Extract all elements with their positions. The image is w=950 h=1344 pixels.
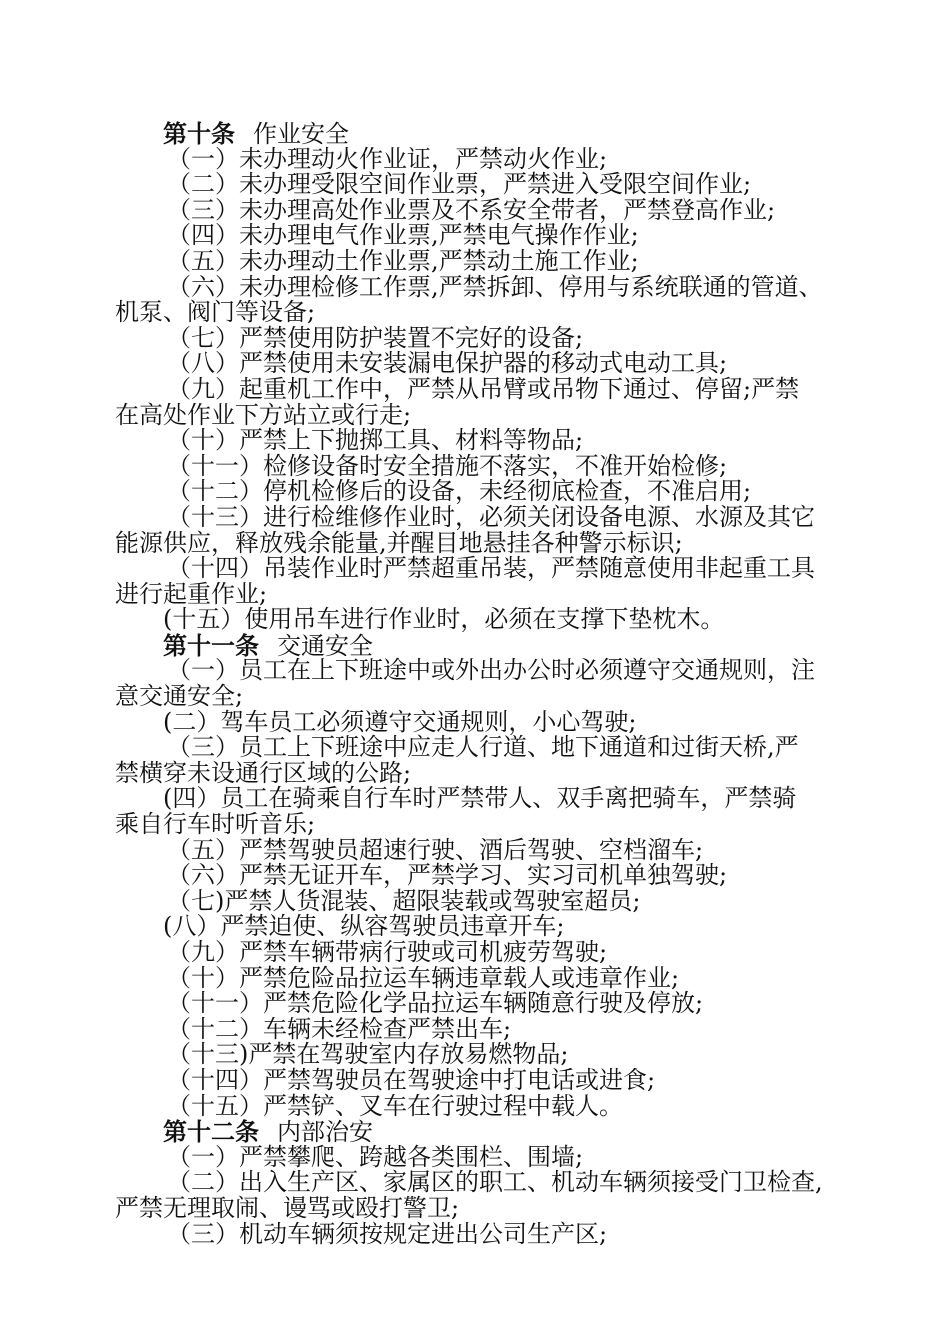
clause-line: （一）员工在上下班途中或外出办公时必须遵守交通规则，注 [167, 656, 815, 685]
clause-line: （十四）严禁驾驶员在驾驶途中打电话或进食; [167, 1065, 656, 1094]
clause-line: （九）起重机工作中，严禁从吊臂或吊物下通过、停留;严禁 [167, 374, 800, 403]
clause-line: （十三）进行检维修作业时，必须关闭设备电源、水源及其它 [167, 502, 815, 531]
clause-continuation: 能源供应，释放残余能量,并醒目地悬挂各种警示标识; [115, 528, 683, 557]
clause-line: （五）未办理动土作业票,严禁动土施工作业; [167, 246, 639, 275]
clause-line: （十二）车辆未经检查严禁出车; [167, 1014, 512, 1043]
clause-continuation: 意交通安全; [115, 682, 244, 711]
clause-line: (十五）使用吊车进行作业时，必须在支撑下垫枕木。 [163, 605, 725, 634]
clause-line: （六）未办理检修工作票,严禁拆卸、停用与系统联通的管道、 [167, 272, 823, 301]
clause-line: (二）驾车员工必须遵守交通规则，小心驾驶; [163, 707, 637, 736]
section-number: 第十二条 [163, 1117, 259, 1147]
clause-continuation: 乘自行车时听音乐; [115, 810, 316, 839]
clause-line: （十一）严禁危险化学品拉运车辆随意行驶及停放; [167, 989, 704, 1018]
clause-line: （四）未办理电气作业票,严禁电气操作作业; [167, 221, 639, 250]
clause-line: （一）未办理动火作业证，严禁动火作业; [167, 144, 608, 173]
clause-line: (八）严禁迫使、纵容驾驶员违章开车; [163, 912, 565, 941]
clause-line: (四）员工在骑乘自行车时严禁带人、双手离把骑车，严禁骑 [163, 784, 797, 813]
clause-line: （八）严禁使用未安装漏电保护器的移动式电动工具; [167, 349, 728, 378]
section-title: 交通安全 [277, 631, 373, 660]
section-title: 内部治安 [277, 1118, 373, 1147]
clause-continuation: 禁横穿未设通行区域的公路; [115, 758, 412, 787]
clause-line: （十）严禁上下抛掷工具、材料等物品; [167, 426, 584, 455]
clause-continuation: 在高处作业下方站立或行走; [115, 400, 412, 429]
section-heading [115, 1119, 835, 1145]
clause-line: （六）严禁无证开车，严禁学习、实习司机单独驾驶; [167, 861, 728, 890]
clause-line: （五）严禁驾驶员超速行驶、酒后驾驶、空档溜车; [167, 835, 704, 864]
clause-line: （十五）严禁铲、叉车在行驶过程中载人。 [167, 1091, 623, 1120]
clause-continuation: 严禁无理取闹、谩骂或殴打警卫; [115, 1193, 460, 1222]
clause-line: （十三)严禁在驾驶室内存放易燃物品; [167, 1040, 569, 1069]
clause-line: （二）未办理受限空间作业票，严禁进入受限空间作业; [167, 170, 752, 199]
clause-line: （三）员工上下班途中应走人行道、地下通道和过街天桥,严 [167, 733, 799, 762]
section-title: 作业安全 [253, 120, 349, 148]
clause-line: （十四）吊装作业时严禁超重吊装，严禁随意使用非起重工具 [167, 554, 815, 583]
section-number: 第十一条 [163, 630, 259, 660]
clause-line: （十）严禁危险品拉运车辆违章载人或违章作业; [167, 963, 680, 992]
clause-line: （十一）检修设备时安全措施不落实，不准开始检修; [167, 451, 728, 480]
clause-line: （三）未办理高处作业票及不系安全带者，严禁登高作业; [167, 195, 776, 224]
section-heading [115, 630, 835, 660]
clause-continuation: 进行起重作业; [115, 579, 268, 608]
clause-line: （七)严禁人货混装、超限装载或驾驶室超员; [167, 886, 641, 915]
clause-line: （七）严禁使用防护装置不完好的设备; [167, 323, 584, 352]
clause-line: （一）严禁攀爬、跨越各类围栏、围墙; [167, 1142, 584, 1171]
clause-line: （十二）停机检修后的设备，未经彻底检查，不准启用; [167, 477, 752, 506]
clause-line: （九）严禁车辆带病行驶或司机疲劳驾驶; [167, 938, 608, 966]
clause-line: （二）出入生产区、家属区的职工、机动车辆须接受门卫检查, [167, 1168, 823, 1197]
document-body [115, 121, 835, 1247]
section-heading [115, 121, 835, 147]
section-number: 第十条 [163, 119, 235, 148]
clause-line: （三）机动车辆须按规定进出公司生产区; [167, 1219, 608, 1248]
clause-continuation: 机泵、阀门等设备; [115, 298, 316, 327]
